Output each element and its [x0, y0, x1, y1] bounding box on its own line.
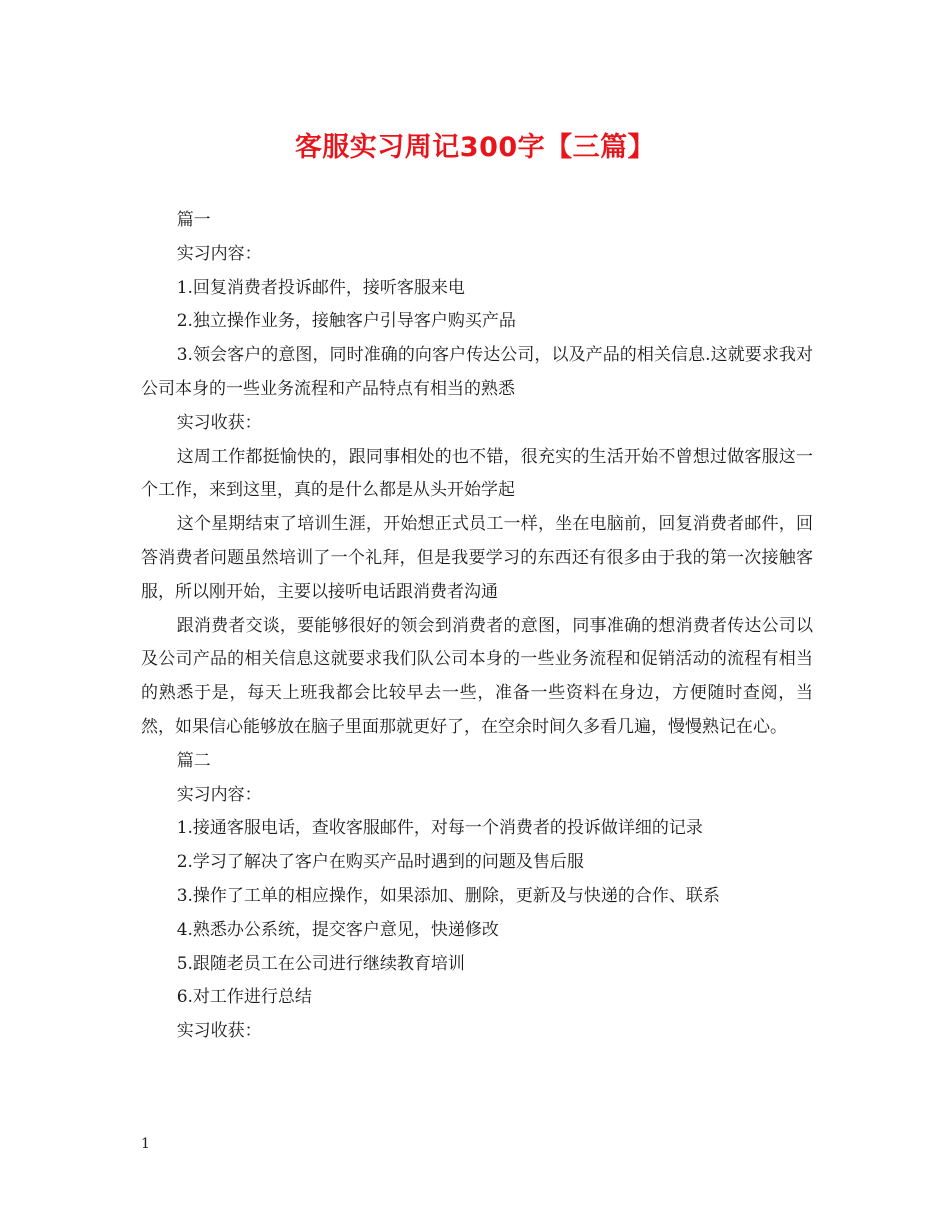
subheading: 实习内容：: [176, 243, 262, 264]
document-body: [141, 204, 813, 1049]
section-heading: 篇一: [176, 210, 211, 230]
subheading: 实习收获：: [176, 412, 262, 433]
list-item: 4.熟悉办公系统，提交客户意见，快递修改: [176, 919, 499, 940]
list-item: 3.领会客户的意图，同时准确的向客户传达公司，以及产品的相关信息.这就要求我对公司本身的一些业务流程和产品特点有相当的熟悉: [141, 345, 813, 399]
list-item: 2.学习了解决了客户在购买产品时遇到的问题及售后服: [176, 852, 584, 873]
list-item: 6.对工作进行总结: [176, 987, 312, 1008]
section-heading: 篇二: [176, 750, 211, 771]
list-item: 1.回复消费者投诉邮件，接听客服来电: [176, 277, 465, 298]
page-number: 1: [141, 1136, 150, 1152]
subheading: 实习内容：: [176, 784, 262, 805]
document-title: 客服实习周记300字【三篇】: [294, 132, 656, 163]
paragraph: 这周工作都挺愉快的，跟同事相处的也不错，很充实的生活开始不曾想过做客服这一个工作，来到这里，真的是什么都是从头开始学起: [141, 446, 813, 501]
list-item: 2.独立操作业务，接触客户引导客户购买产品: [176, 311, 516, 332]
list-item: 1.接通客服电话，查收客服邮件，对每一个消费者的投诉做详细的记录: [176, 818, 703, 839]
paragraph: 跟消费者交谈，要能够很好的领会到消费者的意图，同事准确的想消费者传达公司以及公司产品的相关信息这就要求我们队公司本身的一些业务流程和促销活动的流程有相当的熟悉于是，每天上班我都会比较早去一些，准备一些资料在身边，方便随时查阅，当然，如果信心能够放在脑子里面那就更好了，在空余时间久多看几遍，慢慢熟记在心。: [141, 615, 813, 737]
paragraph: 这个星期结束了培训生涯，开始想正式员工一样，坐在电脑前，回复消费者邮件，回答消费者问题虽然培训了一个礼拜，但是我要学习的东西还有很多由于我的第一次接触客服，所以刚开始，主要以接听电话跟消费者沟通: [141, 514, 813, 602]
subheading: 实习收获：: [176, 1021, 262, 1042]
list-item: 5.跟随老员工在公司进行继续教育培训: [176, 953, 465, 974]
list-item: 3.操作了工单的相应操作，如果添加、删除，更新及与快递的合作、联系: [176, 885, 720, 906]
